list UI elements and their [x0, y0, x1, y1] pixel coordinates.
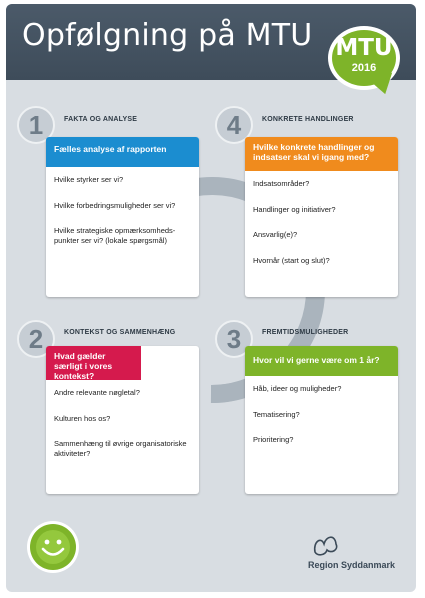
card-title-4: Hvilke konkrete handlinger og indsatser skal vi igang med? — [245, 137, 398, 171]
step-heading-3: FREMTIDSMULIGHEDER — [262, 329, 349, 336]
question-2-3: Sammenhæng til øvrige organisatoriske aktiviteter? — [54, 439, 187, 458]
question-1-1: Hvilke styrker ser vi? — [54, 175, 124, 184]
card-title-1: Fælles analyse af rapporten — [46, 137, 199, 167]
question-2-1: Andre relevante nøgletal? — [54, 388, 140, 397]
card-title-3: Hvor vil vi gerne være om 1 år? — [245, 346, 398, 376]
question-1-3: Hvilke strategiske opmærksomheds-punkter ser vi? (lokale spørgsmål) — [54, 226, 176, 245]
smiley-logo-icon — [26, 520, 80, 574]
step-heading-4: KONKRETE HANDLINGER — [262, 116, 354, 123]
card-konkrete-handlinger — [245, 137, 398, 297]
question-3-1: Håb, ideer og muligheder? — [253, 384, 342, 393]
card-title-2: Hvad gælder særligt i vores kontekst? — [46, 346, 141, 380]
step-number-2: 2 — [17, 320, 55, 358]
question-4-1: Indsatsområder? — [253, 179, 310, 188]
region-syddanmark-logo-icon — [311, 532, 341, 558]
step-heading-1: FAKTA OG ANALYSE — [64, 116, 138, 123]
card-fakta-og-analyse — [46, 137, 199, 297]
badge-text: MTU — [335, 35, 393, 61]
question-3-2: Tematisering? — [253, 409, 300, 419]
step-heading-2: KONTEKST OG SAMMENHÆNG — [64, 329, 176, 336]
card-fremtidsmuligheder — [245, 346, 398, 494]
step-number-1: 1 — [17, 106, 55, 144]
question-1-2: Hvilke forbedringsmuligheder ser vi? — [54, 200, 176, 210]
badge-year: 2016 — [351, 62, 377, 74]
question-2-2: Kulturen hos os? — [54, 413, 111, 423]
question-4-3: Ansvarlig(e)? — [253, 230, 298, 239]
poster — [6, 4, 416, 592]
page-title: Opfølgning på MTU — [22, 18, 313, 53]
question-3-3: Prioritering? — [253, 435, 294, 444]
cycle-arrow-icon — [6, 4, 416, 592]
question-4-2: Handlinger og initiativer? — [253, 204, 336, 214]
step-number-3: 3 — [215, 320, 253, 358]
question-4-4: Hvornår (start og slut)? — [253, 255, 330, 265]
region-name: Region Syddanmark — [308, 560, 396, 570]
card-kontekst-og-sammenhaeng — [46, 346, 199, 494]
step-number-4: 4 — [215, 106, 253, 144]
